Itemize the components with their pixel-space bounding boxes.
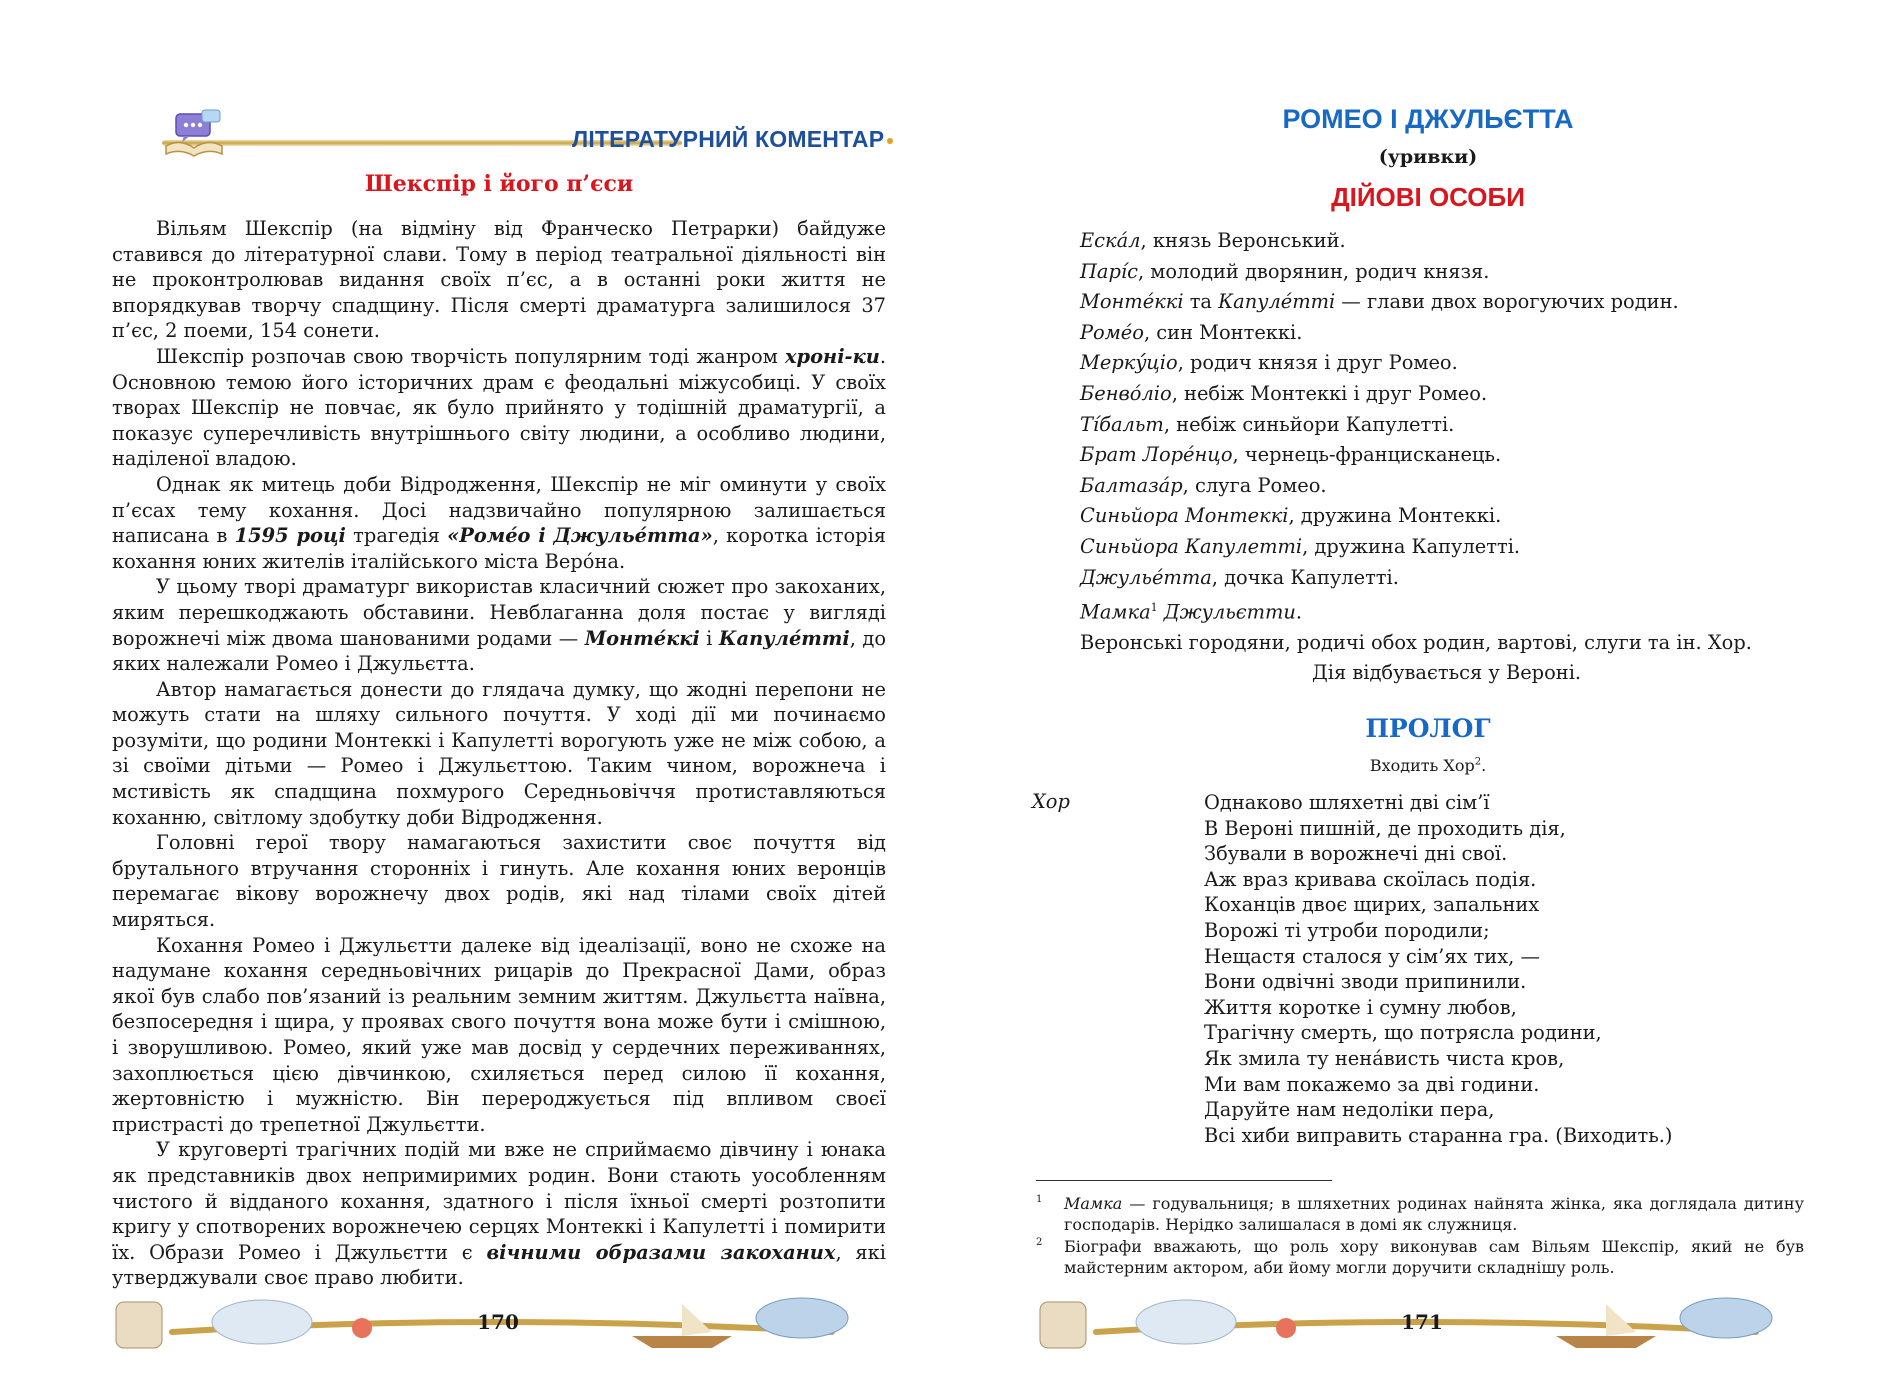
verse-line: Всі хиби виправить старанна гра. (Виходить.) [1204, 1123, 1673, 1147]
person-entry [1080, 318, 1800, 349]
book-chat-icon [162, 108, 226, 162]
footnote-text: Біографи вважають, що роль хору виконував сам Вільям Шекспір, який не був майстерним актором, аби йому могли доручити складнішу роль. [1064, 1237, 1804, 1277]
emphasized-term: хроні-ки [785, 344, 880, 368]
person-entry [1080, 379, 1800, 410]
text-run: Шекспір розпочав свою творчість популярним тоді жанром [156, 344, 785, 368]
verse-line: Однаково шляхетні дві сім’ї [1204, 791, 1490, 814]
verse-line: Коханців двоє щирих, запальних [1204, 893, 1540, 917]
dramatis-personae-title: ДІЙОВІ ОСОБИ [1331, 182, 1525, 212]
play-subtitle: (уривки) [1378, 146, 1478, 168]
verse-speaker: Хор [1032, 790, 1070, 813]
verse-line: Ворожі ті утроби породили; [1204, 918, 1490, 942]
person-entry [1080, 628, 1800, 659]
verse-line: Даруйте нам недоліки пера, [1204, 1098, 1495, 1122]
text-run: і [699, 626, 719, 650]
paragraph [112, 216, 886, 344]
person-entry [1080, 593, 1800, 628]
footnote-mark: 1 [1036, 1194, 1043, 1205]
emphasized-term: «Роме́о і Джулье́тта» [447, 524, 713, 548]
text-run: , слуга Ромео. [1182, 473, 1327, 497]
text-run: Вільям Шекспір (на відміну від Франческо Петрарки) байдуже ставився до літературної слави. Тому в період театральної діяльності він не проконтролював видання своїх п’єс, а в останні роки життя не впорядкував творчу спадщину. Після смерті драматурга залишилося 37 п’єс, 2 поеми, 154 сонети. [112, 217, 886, 343]
character-name: Джульєтти [1157, 600, 1296, 624]
dramatis-personae-list [1080, 226, 1800, 659]
text-run: У цьому творі драматург використав класичний сюжет про закоханих, яким перешкоджають обставини. Невблаганна доля постає у вигляді ворожнечі між двома шанованими родами — [112, 575, 886, 650]
paragraph [112, 830, 886, 932]
text-run: , чернець-францисканець. [1232, 443, 1502, 467]
character-name: Синьйора Капулетті [1080, 534, 1303, 558]
setting-line: Дія відбувається у Вероні. [1312, 661, 1582, 684]
emphasized-term: Монте́ккі [584, 626, 700, 650]
footnote-mark: 2 [1036, 1237, 1043, 1248]
verse-line: Як змила ту нена́висть чиста кров, [1204, 1046, 1565, 1070]
verse-line: Вони одвічні зводи припинили. [1204, 970, 1527, 994]
character-name: Балтаза́р [1080, 473, 1183, 497]
text-run: Однак як митець доби Відродження, Шекспір не міг оминути у своїх п’єсах тему кохання. Досі надзвичайно популярною залишається написана в [112, 472, 886, 548]
paragraph [112, 933, 886, 1138]
text-run: , які утверджували своє право любити. [112, 1240, 886, 1290]
text-run: , князь Веронський. [1140, 229, 1346, 252]
text-run: У круговерті трагічних подій ми вже не сприймаємо дівчину і юнака як представників двох непримиримих родин. Вони стають уособленням чистого й відданого кохання, здатного і після їхньої смерті розтопити кригу у спотворених ворожнечею серцях Монтеккі і Капулетті і помирити їх. Образи Ромео і Джульєтти є [112, 1138, 886, 1264]
text-run: , син Монтеккі. [1143, 320, 1303, 344]
right-page [952, 0, 1904, 1400]
text-run: , дочка Капулетті. [1211, 565, 1399, 589]
footnote-rule [1036, 1180, 1332, 1181]
character-name: Меркý́ціо [1080, 351, 1178, 375]
verse-line: В Вероні пишній, де проходить дія, [1204, 816, 1566, 840]
character-name: Брат Лоре́нцо [1080, 443, 1233, 467]
text-run: , молодий дворянин, родич князя. [1137, 259, 1490, 283]
emphasized-term: Капуле́тті [718, 626, 850, 650]
person-entry [1080, 287, 1800, 318]
text-run: . [1295, 600, 1303, 624]
person-entry [1080, 532, 1800, 563]
character-name: Монте́ккі [1080, 290, 1184, 314]
play-title: РОМЕО І ДЖУЛЬЄТТА [1282, 104, 1574, 134]
text-run: — глави двох ворогуючих родин. [1335, 290, 1679, 314]
text-run: Головні герої твору намагаються захистити своє почуття від брутального втручання сторонніх і гинуть. Але кохання юних веронців перемагає вікову ворожнечу двох родів, які над тілами своїх дітей миряться. [112, 831, 886, 932]
person-entry [1080, 471, 1800, 502]
literary-comment-header [112, 122, 885, 162]
person-entry [1080, 563, 1800, 594]
section-label: ЛІТЕРАТУРНИЙ КОМЕНТАР [572, 126, 893, 153]
person-entry [1080, 440, 1800, 471]
footnote-term: Мамка [1064, 1194, 1123, 1213]
text-run: , дружина Монтеккі. [1288, 504, 1502, 528]
verse-line: Аж враз кривава скоїлась подія. [1204, 867, 1537, 891]
person-entry [1080, 257, 1800, 288]
emphasized-term: 1595 році [234, 524, 346, 548]
header-dot-icon [887, 138, 893, 144]
character-name: Мамка [1080, 600, 1151, 624]
article-body [112, 216, 886, 1291]
footnote-text: — годувальниця; в шляхетних родинах найнята жінка, яка доглядала дитину господарів. Нерідко залишалася в домі як служниця. [1064, 1194, 1804, 1234]
character-name: Джулье́тта [1080, 565, 1212, 589]
footnote [1036, 1236, 1804, 1278]
text-run: , дружина Капулетті. [1302, 534, 1521, 558]
paragraph [112, 574, 886, 676]
character-name: Парі́с [1080, 259, 1138, 283]
text-run: , небіж Монтеккі і друг Ромео. [1171, 381, 1488, 405]
text-run: Веронські городяни, родичі обох родин, вартові, слуги та ін. Хор. [1080, 631, 1752, 655]
emphasized-term: вічними образами закоханих [486, 1240, 836, 1264]
verse-line: Життя коротке і сумну любов, [1204, 995, 1517, 1019]
text-run: , до яких належали Ромео і Джульєтта. [112, 626, 886, 676]
person-entry [1080, 348, 1800, 379]
paragraph [112, 344, 886, 472]
article-title: Шекспір і його п’єси [364, 171, 634, 197]
prologue-title: ПРОЛОГ [1365, 714, 1491, 743]
verse-line: Нещастя сталося у сім’ях тих, — [1204, 944, 1540, 968]
stage-direction: Входить Хор$^2$. [1369, 756, 1487, 775]
text-run: , коротка історія кохання юних жителів італійського міста Веро́на. [112, 524, 887, 573]
person-entry [1080, 410, 1800, 441]
page-number: 171 [1401, 1310, 1443, 1334]
character-name: Еска́л [1080, 229, 1141, 252]
verse-line: Збували в ворожнечі дні свої. [1204, 842, 1508, 866]
paragraph [112, 472, 886, 574]
paragraph [112, 1137, 886, 1291]
prologue-verse [1204, 790, 1673, 1148]
text-run: Автор намагається донести до глядача думку, що жодні перепони не можуть стати на шляху сильного почуття. У ході дії ми починаємо розуміти, що родини Монтеккі і Капулетті ворогують уже не між собою, а зі своїми дітьми — Ромео і Джульєттою. Таким чином, ворожнеча і мстивість як спадщина похмурого Середньовіччя протиставляються коханню, світлому здобутку доби Відродження. [112, 677, 886, 829]
text-run: трагедія [345, 524, 448, 548]
verse-line: Трагічну смерть, що потрясла родини, [1204, 1021, 1602, 1045]
character-name: Ті́бальт [1080, 412, 1164, 436]
character-name: Синьйора Монтеккі [1080, 504, 1289, 528]
footnote [1036, 1193, 1804, 1235]
text-run: Кохання Ромео і Джульєтти далеке від ідеалізації, воно не схоже на надумане кохання середньовічних рицарів до Прекрасної Дами, образ якої був слабо пов’язаний із реальним земним життям. Джульєтта наївна, безпосередня і щира, у проявах свого почуття вона може бути і смішною, і зворушливою. Ромео, який уже мав досвід у сердечних переживаннях, захоплюється цією дівчинкою, схиляється перед силою її кохання, жертовністю і мужністю. Він перероджується під впливом своєї пристрасті до трепетної Джульєтти. [112, 933, 886, 1136]
person-entry [1080, 226, 1800, 257]
text-run: та [1183, 290, 1219, 314]
person-entry [1080, 501, 1800, 532]
paragraph [112, 677, 886, 831]
character-name: Бенво́ліо [1080, 381, 1172, 405]
page-number: 170 [477, 1310, 519, 1334]
verse-line: Ми вам покажемо за дві години. [1204, 1072, 1540, 1096]
character-name: Капуле́тті [1218, 290, 1336, 314]
footnotes [1036, 1193, 1804, 1279]
text-run: . Основною темою його історичних драм є феодальні міжусобиці. У своїх творах Шекспір не повчає, як було прийнято у тодішній драматургії, а показує суперечливість внутрішнього світу людини, а особливо людини, наділеної владою. [112, 344, 886, 471]
character-name: Роме́о [1080, 320, 1144, 344]
text-run: , родич князя і друг Ромео. [1177, 351, 1458, 375]
text-run: 1 [1150, 601, 1158, 615]
text-run: , небіж синьйори Капулетті. [1163, 412, 1455, 436]
